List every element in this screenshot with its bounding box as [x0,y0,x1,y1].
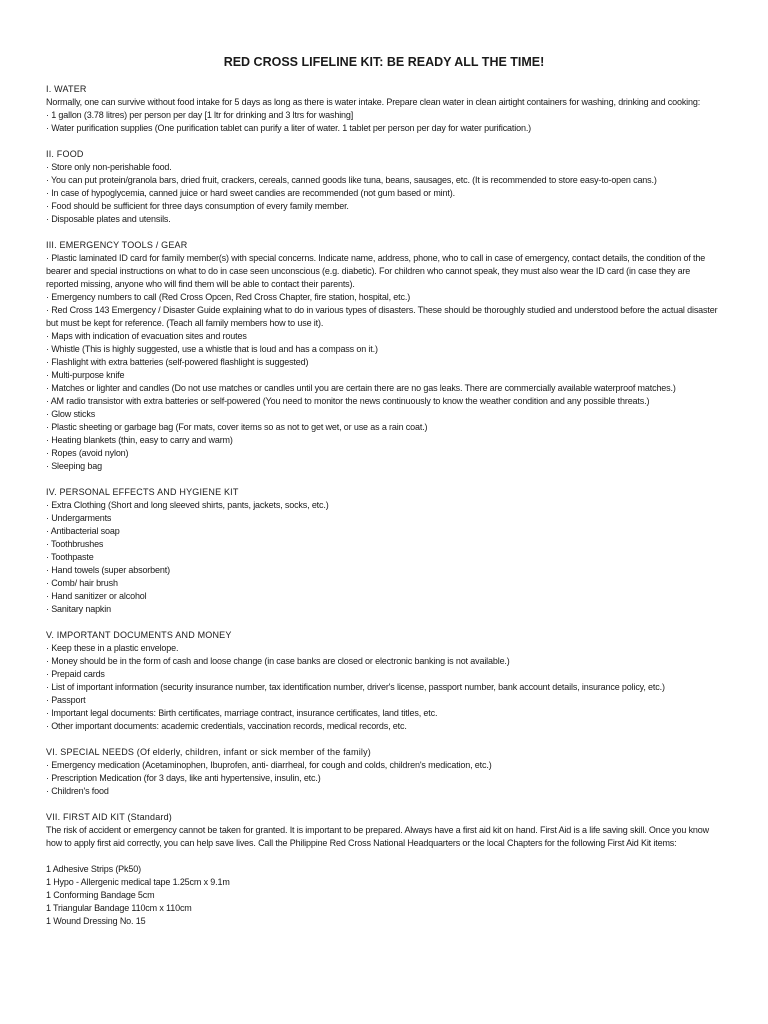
list-item: · Prepaid cards [46,669,105,679]
list-item: · Glow sticks [46,409,96,419]
list-item: · Antibacterial soap [46,526,120,536]
list-item: · Store only non-perishable food. [46,162,172,172]
spacer [46,850,722,863]
list-item: · Sleeping bag [46,461,102,471]
section-heading: V. IMPORTANT DOCUMENTS AND MONEY [46,630,232,640]
list-item: · AM radio transistor with extra batteries or self-powered (You need to monitor the news continuously to know the weather condition and any possible threats.) [46,396,650,406]
section [46,148,722,226]
list-item: · Matches or lighter and candles (Do not use matches or candles until you are certain there are no gas leaks. There are commercially available waterproof matches.) [46,383,676,393]
section-heading: VII. FIRST AID KIT (Standard) [46,812,173,822]
list-item: · Food should be sufficient for three days consumption of every family member. [46,201,349,211]
list-item: · Children's food [46,786,109,796]
section [46,746,722,798]
list-item: · Heating blankets (thin, easy to carry and warm) [46,435,233,445]
list-item: · Plastic sheeting or garbage bag (For mats, cover items so as not to get wet, or use as a rain coat.) [46,422,428,432]
list-item: · In case of hypoglycemia, canned juice or hard sweet candies are recommended (not gum based or mint). [46,188,455,198]
section-heading: IV. PERSONAL EFFECTS AND HYGIENE KIT [46,487,239,497]
list-item: 1 Adhesive Strips (Pk50) [46,864,141,874]
list-item: · Prescription Medication (for 3 days, like anti hypertensive, insulin, etc.) [46,773,321,783]
section [46,239,722,473]
list-item: · Toothbrushes [46,539,104,549]
list-item: · Other important documents: academic credentials, vaccination records, medical records, etc. [46,721,407,731]
list-item: · Passport [46,695,86,705]
list-item: · Ropes (avoid nylon) [46,448,129,458]
list-item: · Whistle (This is highly suggested, use a whistle that is loud and has a compass on it.) [46,344,378,354]
section-heading: III. EMERGENCY TOOLS / GEAR [46,240,188,250]
list-item: · Plastic laminated ID card for family member(s) with special concerns. Indicate name, address, phone, who to call in case of emergency, contact details, the condition of the bearer and special instructions on what to do in case seen unconscious (e.g. diabetic). For children who cannot speak, they must also wear the ID card (in case they are reported missing, anyone who will find them will be able to contact their parents). [46,253,706,289]
section [46,486,722,616]
section-intro: Normally, one can survive without food intake for 5 days as long as there is water intake. Prepare clean water in clean airtight containers for washing, drinking and cooking: [46,97,701,107]
list-item: · Red Cross 143 Emergency / Disaster Guide explaining what to do in various types of disasters. These should be thoroughly studied and understood before the actual disaster but must be kept for reference. (Teach all family members how to use it). [46,305,718,328]
list-item: · List of important information (security insurance number, tax identification number, driver's license, passport number, bank account details, insurance policy, etc.) [46,682,665,692]
list-item: · Toothpaste [46,552,94,562]
list-item: · Emergency numbers to call (Red Cross Opcen, Red Cross Chapter, fire station, hospital, etc.) [46,292,411,302]
section-heading: VI. SPECIAL NEEDS (Of elderly, children, infant or sick member of the family) [46,747,372,757]
list-item: · Water purification supplies (One purification tablet can purify a liter of water. 1 tablet per person per day for water purification.) [46,123,532,133]
section [46,83,722,135]
section [46,629,722,733]
list-item: · Flashlight with extra batteries (self-powered flashlight is suggested) [46,357,309,367]
section [46,811,722,928]
list-item: · Sanitary napkin [46,604,111,614]
list-item: · Comb/ hair brush [46,578,118,588]
list-item: · Emergency medication (Acetaminophen, Ibuprofen, anti- diarrheal, for cough and colds, children's medication, etc.) [46,760,492,770]
list-item: 1 Conforming Bandage 5cm [46,890,155,900]
list-item: · Multi-purpose knife [46,370,125,380]
list-item: · Hand sanitizer or alcohol [46,591,147,601]
document-sections [46,83,722,928]
list-item: · Keep these in a plastic envelope. [46,643,179,653]
list-item: 1 Wound Dressing No. 15 [46,916,146,926]
document-title: RED CROSS LIFELINE KIT: BE READY ALL THE TIME! [223,55,545,69]
list-item: · Money should be in the form of cash and loose change (in case banks are closed or electronic banking is not available.) [46,656,510,666]
list-item: · You can put protein/granola bars, dried fruit, crackers, cereals, canned goods like tuna, beans, sausages, etc. (It is recommended to store easy-to-open cans.) [46,175,657,185]
list-item: · Undergarments [46,513,112,523]
list-item: · Hand towels (super absorbent) [46,565,170,575]
list-item: · 1 gallon (3.78 litres) per person per day [1 ltr for drinking and 3 ltrs for washing] [46,110,354,120]
list-item: · Maps with indication of evacuation sites and routes [46,331,247,341]
list-item: 1 Hypo - Allergenic medical tape 1.25cm x 9.1m [46,877,230,887]
list-item: · Extra Clothing (Short and long sleeved shirts, pants, jackets, socks, etc.) [46,500,329,510]
list-item: · Disposable plates and utensils. [46,214,171,224]
section-heading: I. WATER [46,84,87,94]
section-heading: II. FOOD [46,149,84,159]
section-intro: The risk of accident or emergency cannot be taken for granted. It is important to be prepared. Always have a first aid kit on hand. First Aid is a life saving skill. Once you know how to apply first aid correctly, you can help save lives. Call the Philippine Red Cross National Headquarters or the local Chapters for the following First Aid Kit items: [46,825,709,848]
list-item: · Important legal documents: Birth certificates, marriage contract, insurance certificates, land titles, etc. [46,708,438,718]
list-item: 1 Triangular Bandage 110cm x 110cm [46,903,192,913]
